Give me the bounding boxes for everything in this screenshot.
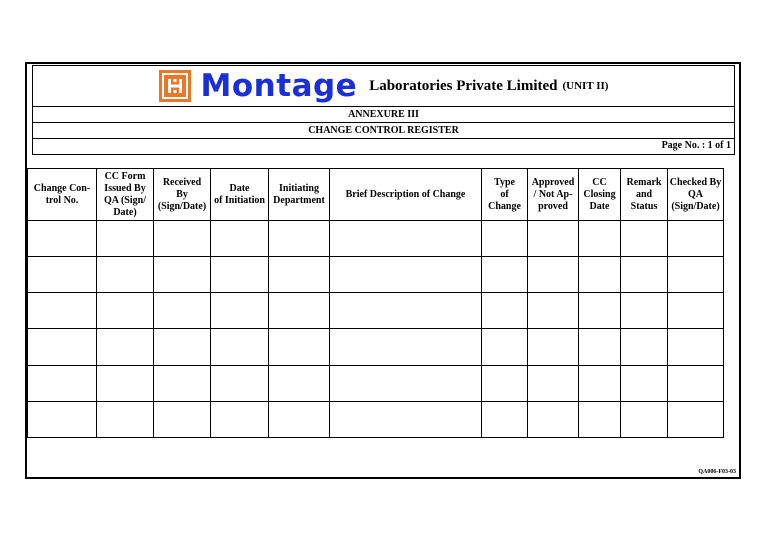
table-cell[interactable] [330, 293, 482, 329]
table-row [28, 221, 724, 257]
table-cell[interactable] [330, 221, 482, 257]
table-cell[interactable] [579, 257, 621, 293]
table-cell[interactable] [330, 365, 482, 401]
table-cell[interactable] [528, 221, 579, 257]
table-cell[interactable] [579, 221, 621, 257]
montage-logo-icon [159, 70, 191, 102]
table-cell[interactable] [528, 401, 579, 437]
form-number: QA006-F03-03 [698, 469, 736, 475]
table-cell[interactable] [211, 329, 269, 365]
table-cell[interactable] [668, 257, 724, 293]
brand-name: Montage [200, 67, 358, 104]
table-cell[interactable] [330, 401, 482, 437]
table-cell[interactable] [154, 221, 211, 257]
table-cell[interactable] [211, 401, 269, 437]
table-cell[interactable] [28, 365, 97, 401]
table-cell[interactable] [668, 401, 724, 437]
company-name: Laboratories Private Limited [369, 77, 558, 94]
table-cell[interactable] [668, 293, 724, 329]
table-cell[interactable] [97, 329, 154, 365]
table-cell[interactable] [482, 257, 528, 293]
table-cell[interactable] [97, 365, 154, 401]
table-cell[interactable] [28, 329, 97, 365]
table-cell[interactable] [154, 329, 211, 365]
table-cell[interactable] [528, 293, 579, 329]
column-header: CC Closing Date [579, 169, 621, 221]
column-header: Change Con- trol No. [28, 169, 97, 221]
table-cell[interactable] [28, 401, 97, 437]
table-cell[interactable] [621, 401, 668, 437]
table-cell[interactable] [154, 257, 211, 293]
column-header: Type of Change [482, 169, 528, 221]
table-cell[interactable] [211, 221, 269, 257]
table-cell[interactable] [579, 293, 621, 329]
header-divider [32, 138, 735, 139]
table-row [28, 365, 724, 401]
table-cell[interactable] [269, 365, 330, 401]
register-title: CHANGE CONTROL REGISTER [308, 125, 459, 136]
table-cell[interactable] [579, 365, 621, 401]
unit-label: (UNIT II) [562, 80, 609, 92]
table-row [28, 257, 724, 293]
table-cell[interactable] [28, 257, 97, 293]
table-cell[interactable] [97, 221, 154, 257]
table-cell[interactable] [528, 365, 579, 401]
table-cell[interactable] [97, 293, 154, 329]
column-header: Checked By QA (Sign/Date) [668, 169, 724, 221]
table-cell[interactable] [528, 257, 579, 293]
table-cell[interactable] [97, 257, 154, 293]
table-cell[interactable] [621, 293, 668, 329]
table-header-row [28, 169, 724, 221]
table-cell[interactable] [269, 293, 330, 329]
table-row [28, 401, 724, 437]
table-row [28, 329, 724, 365]
table-row [28, 293, 724, 329]
table-cell[interactable] [154, 365, 211, 401]
table-cell[interactable] [621, 221, 668, 257]
column-header: Approved / Not Ap- proved [528, 169, 579, 221]
table-cell[interactable] [482, 329, 528, 365]
column-header: Initiating Department [269, 169, 330, 221]
column-header: Date of Initiation [211, 169, 269, 221]
table-cell[interactable] [330, 329, 482, 365]
table-cell[interactable] [579, 401, 621, 437]
page-number: Page No. : 1 of 1 [661, 140, 731, 151]
table-cell[interactable] [28, 293, 97, 329]
table-cell[interactable] [154, 293, 211, 329]
annexure-title: ANNEXURE III [348, 109, 419, 120]
table-cell[interactable] [621, 329, 668, 365]
table-cell[interactable] [668, 329, 724, 365]
table-cell[interactable] [269, 401, 330, 437]
table-cell[interactable] [621, 257, 668, 293]
column-header: CC Form Issued By QA (Sign/ Date) [97, 169, 154, 221]
table-cell[interactable] [269, 221, 330, 257]
column-header: Received By (Sign/Date) [154, 169, 211, 221]
change-control-table [27, 168, 724, 438]
table-cell[interactable] [482, 365, 528, 401]
table-cell[interactable] [668, 365, 724, 401]
table-cell[interactable] [211, 293, 269, 329]
table-cell[interactable] [528, 329, 579, 365]
table-cell[interactable] [482, 293, 528, 329]
column-header: Remark and Status [621, 169, 668, 221]
table-cell[interactable] [28, 221, 97, 257]
table-cell[interactable] [154, 401, 211, 437]
table-cell[interactable] [211, 365, 269, 401]
table-cell[interactable] [97, 401, 154, 437]
table-cell[interactable] [211, 257, 269, 293]
table-cell[interactable] [482, 221, 528, 257]
table-cell[interactable] [621, 365, 668, 401]
table-cell[interactable] [269, 329, 330, 365]
table-cell[interactable] [482, 401, 528, 437]
table-cell[interactable] [330, 257, 482, 293]
column-header: Brief Description of Change [330, 169, 482, 221]
company-header [32, 66, 735, 106]
table-cell[interactable] [269, 257, 330, 293]
table-cell[interactable] [668, 221, 724, 257]
table-cell[interactable] [579, 329, 621, 365]
